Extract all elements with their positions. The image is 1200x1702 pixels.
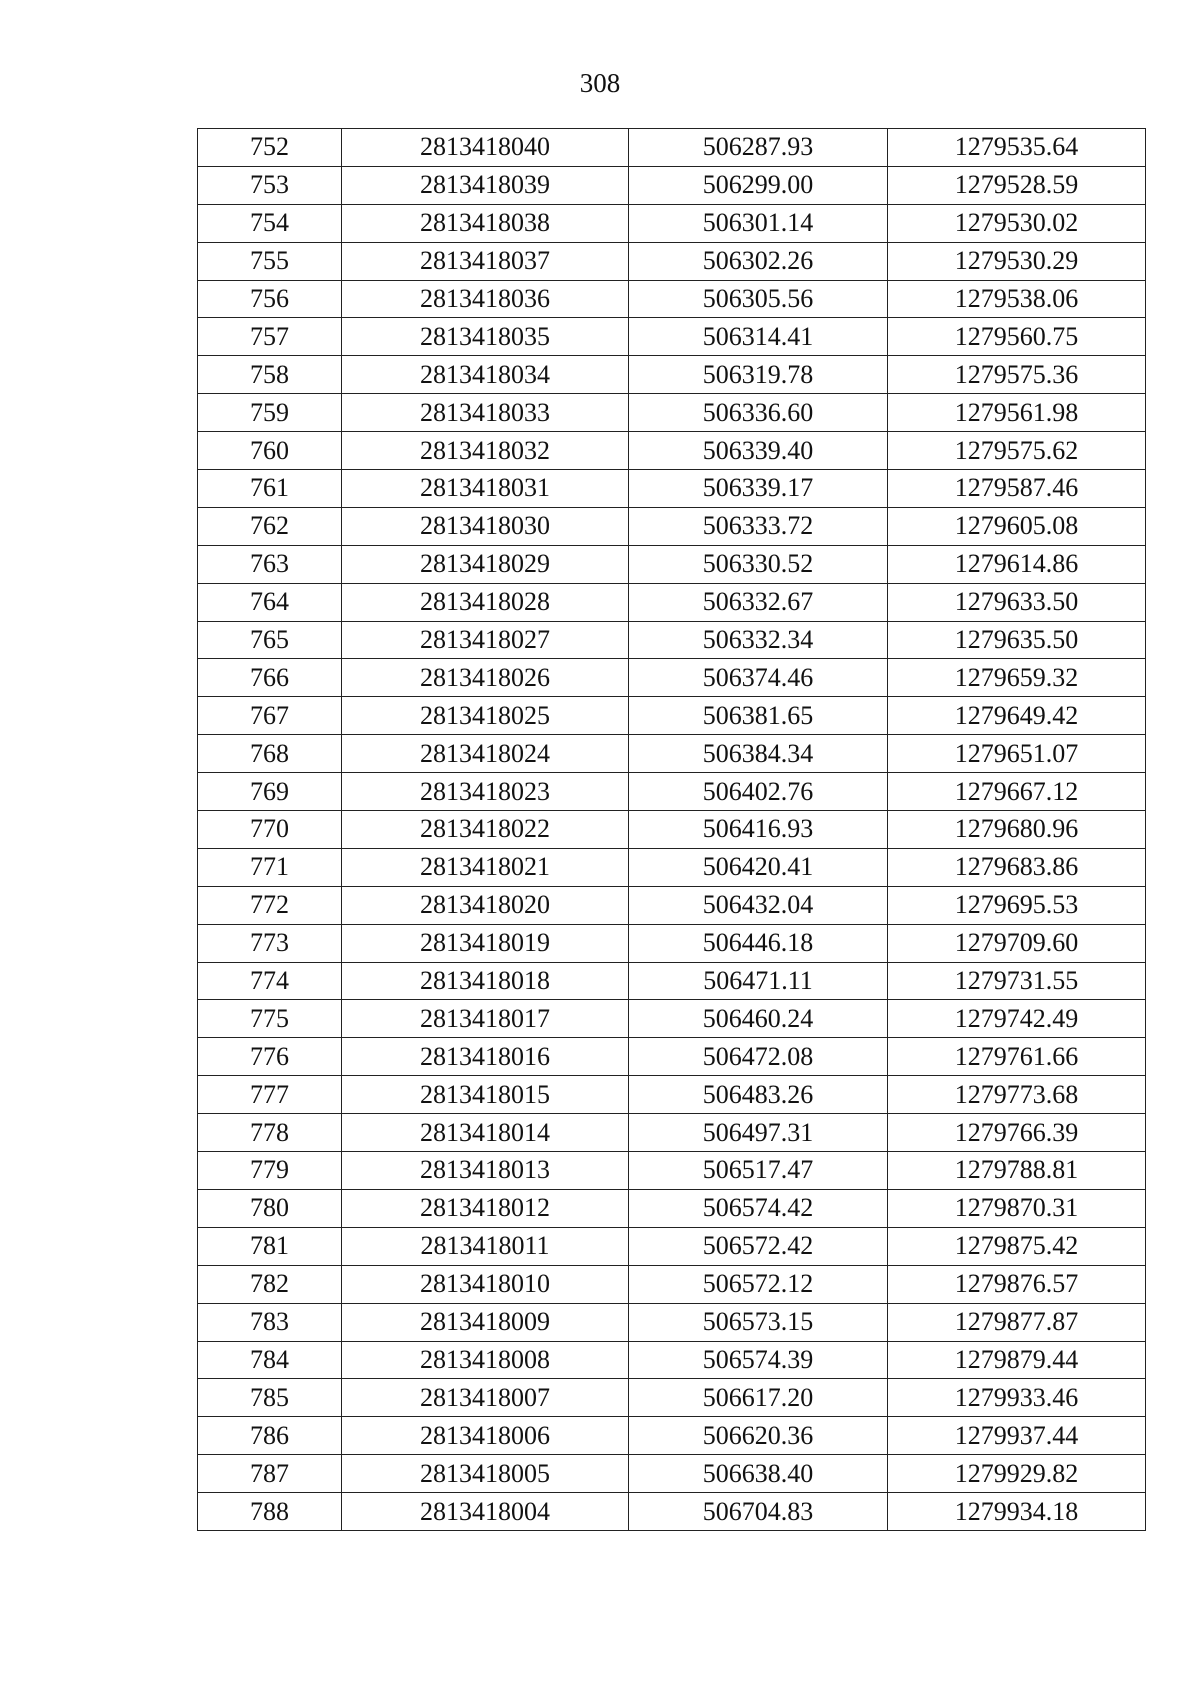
point-id-cell: 2813418037 [342,242,629,280]
coordinates-table [197,128,1146,1531]
row-index-cell: 767 [198,697,342,735]
table-row [198,924,1146,962]
row-index-cell: 782 [198,1265,342,1303]
y-coordinate-cell: 1279651.07 [888,735,1146,773]
point-id-cell: 2813418035 [342,318,629,356]
point-id-cell: 2813418005 [342,1455,629,1493]
x-coordinate-cell: 506332.67 [629,583,888,621]
y-coordinate-cell: 1279530.02 [888,204,1146,242]
table-row [198,773,1146,811]
row-index-cell: 760 [198,432,342,470]
table-row [198,1379,1146,1417]
table-row [198,1038,1146,1076]
point-id-cell: 2813418007 [342,1379,629,1417]
x-coordinate-cell: 506302.26 [629,242,888,280]
row-index-cell: 759 [198,394,342,432]
point-id-cell: 2813418032 [342,432,629,470]
row-index-cell: 788 [198,1493,342,1531]
x-coordinate-cell: 506483.26 [629,1076,888,1114]
row-index-cell: 761 [198,470,342,508]
table-row [198,621,1146,659]
point-id-cell: 2813418009 [342,1303,629,1341]
table-row [198,242,1146,280]
x-coordinate-cell: 506319.78 [629,356,888,394]
y-coordinate-cell: 1279877.87 [888,1303,1146,1341]
y-coordinate-cell: 1279788.81 [888,1152,1146,1190]
point-id-cell: 2813418038 [342,204,629,242]
point-id-cell: 2813418006 [342,1417,629,1455]
point-id-cell: 2813418017 [342,1000,629,1038]
point-id-cell: 2813418028 [342,583,629,621]
x-coordinate-cell: 506572.12 [629,1265,888,1303]
row-index-cell: 773 [198,924,342,962]
x-coordinate-cell: 506339.17 [629,470,888,508]
page-number: 308 [579,68,621,98]
point-id-cell: 2813418040 [342,129,629,167]
row-index-cell: 768 [198,735,342,773]
table-body [198,129,1146,1531]
table-row [198,356,1146,394]
coordinates-table-container [197,128,1145,1531]
table-row [198,1303,1146,1341]
row-index-cell: 775 [198,1000,342,1038]
y-coordinate-cell: 1279937.44 [888,1417,1146,1455]
point-id-cell: 2813418033 [342,394,629,432]
table-row [198,545,1146,583]
table-row [198,1493,1146,1531]
y-coordinate-cell: 1279530.29 [888,242,1146,280]
y-coordinate-cell: 1279635.50 [888,621,1146,659]
y-coordinate-cell: 1279709.60 [888,924,1146,962]
x-coordinate-cell: 506620.36 [629,1417,888,1455]
row-index-cell: 758 [198,356,342,394]
row-index-cell: 766 [198,659,342,697]
table-row [198,1189,1146,1227]
y-coordinate-cell: 1279761.66 [888,1038,1146,1076]
y-coordinate-cell: 1279683.86 [888,848,1146,886]
y-coordinate-cell: 1279649.42 [888,697,1146,735]
x-coordinate-cell: 506638.40 [629,1455,888,1493]
y-coordinate-cell: 1279876.57 [888,1265,1146,1303]
y-coordinate-cell: 1279587.46 [888,470,1146,508]
row-index-cell: 774 [198,962,342,1000]
y-coordinate-cell: 1279659.32 [888,659,1146,697]
y-coordinate-cell: 1279934.18 [888,1493,1146,1531]
y-coordinate-cell: 1279528.59 [888,166,1146,204]
x-coordinate-cell: 506333.72 [629,507,888,545]
x-coordinate-cell: 506497.31 [629,1114,888,1152]
row-index-cell: 780 [198,1189,342,1227]
y-coordinate-cell: 1279929.82 [888,1455,1146,1493]
row-index-cell: 770 [198,811,342,849]
row-index-cell: 781 [198,1227,342,1265]
x-coordinate-cell: 506305.56 [629,280,888,318]
x-coordinate-cell: 506301.14 [629,204,888,242]
point-id-cell: 2813418016 [342,1038,629,1076]
y-coordinate-cell: 1279680.96 [888,811,1146,849]
x-coordinate-cell: 506704.83 [629,1493,888,1531]
point-id-cell: 2813418025 [342,697,629,735]
point-id-cell: 2813418027 [342,621,629,659]
table-row [198,886,1146,924]
table-row [198,432,1146,470]
row-index-cell: 762 [198,507,342,545]
row-index-cell: 753 [198,166,342,204]
y-coordinate-cell: 1279875.42 [888,1227,1146,1265]
y-coordinate-cell: 1279575.62 [888,432,1146,470]
row-index-cell: 757 [198,318,342,356]
table-row [198,848,1146,886]
point-id-cell: 2813418031 [342,470,629,508]
table-row [198,318,1146,356]
y-coordinate-cell: 1279933.46 [888,1379,1146,1417]
table-row [198,129,1146,167]
x-coordinate-cell: 506299.00 [629,166,888,204]
y-coordinate-cell: 1279695.53 [888,886,1146,924]
x-coordinate-cell: 506471.11 [629,962,888,1000]
point-id-cell: 2813418008 [342,1341,629,1379]
x-coordinate-cell: 506472.08 [629,1038,888,1076]
y-coordinate-cell: 1279560.75 [888,318,1146,356]
point-id-cell: 2813418020 [342,886,629,924]
table-row [198,735,1146,773]
point-id-cell: 2813418029 [342,545,629,583]
x-coordinate-cell: 506314.41 [629,318,888,356]
point-id-cell: 2813418021 [342,848,629,886]
y-coordinate-cell: 1279575.36 [888,356,1146,394]
x-coordinate-cell: 506446.18 [629,924,888,962]
point-id-cell: 2813418011 [342,1227,629,1265]
table-row [198,583,1146,621]
table-row [198,1417,1146,1455]
point-id-cell: 2813418013 [342,1152,629,1190]
x-coordinate-cell: 506432.04 [629,886,888,924]
row-index-cell: 755 [198,242,342,280]
x-coordinate-cell: 506416.93 [629,811,888,849]
table-row [198,1265,1146,1303]
table-row [198,697,1146,735]
x-coordinate-cell: 506374.46 [629,659,888,697]
x-coordinate-cell: 506517.47 [629,1152,888,1190]
point-id-cell: 2813418034 [342,356,629,394]
row-index-cell: 756 [198,280,342,318]
row-index-cell: 769 [198,773,342,811]
y-coordinate-cell: 1279870.31 [888,1189,1146,1227]
table-row [198,1076,1146,1114]
table-row [198,470,1146,508]
x-coordinate-cell: 506617.20 [629,1379,888,1417]
point-id-cell: 2813418024 [342,735,629,773]
table-row [198,1341,1146,1379]
row-index-cell: 772 [198,886,342,924]
row-index-cell: 763 [198,545,342,583]
y-coordinate-cell: 1279766.39 [888,1114,1146,1152]
row-index-cell: 752 [198,129,342,167]
point-id-cell: 2813418022 [342,811,629,849]
row-index-cell: 776 [198,1038,342,1076]
point-id-cell: 2813418023 [342,773,629,811]
row-index-cell: 764 [198,583,342,621]
y-coordinate-cell: 1279535.64 [888,129,1146,167]
y-coordinate-cell: 1279561.98 [888,394,1146,432]
y-coordinate-cell: 1279773.68 [888,1076,1146,1114]
table-row [198,811,1146,849]
table-row [198,204,1146,242]
row-index-cell: 777 [198,1076,342,1114]
y-coordinate-cell: 1279605.08 [888,507,1146,545]
table-row [198,394,1146,432]
point-id-cell: 2813418026 [342,659,629,697]
table-row [198,962,1146,1000]
y-coordinate-cell: 1279667.12 [888,773,1146,811]
row-index-cell: 784 [198,1341,342,1379]
row-index-cell: 771 [198,848,342,886]
table-row [198,1114,1146,1152]
x-coordinate-cell: 506420.41 [629,848,888,886]
point-id-cell: 2813418030 [342,507,629,545]
row-index-cell: 785 [198,1379,342,1417]
x-coordinate-cell: 506460.24 [629,1000,888,1038]
x-coordinate-cell: 506332.34 [629,621,888,659]
table-row [198,1227,1146,1265]
point-id-cell: 2813418039 [342,166,629,204]
point-id-cell: 2813418010 [342,1265,629,1303]
table-row [198,280,1146,318]
table-row [198,1152,1146,1190]
table-row [198,166,1146,204]
point-id-cell: 2813418015 [342,1076,629,1114]
x-coordinate-cell: 506330.52 [629,545,888,583]
x-coordinate-cell: 506573.15 [629,1303,888,1341]
point-id-cell: 2813418036 [342,280,629,318]
row-index-cell: 779 [198,1152,342,1190]
point-id-cell: 2813418019 [342,924,629,962]
row-index-cell: 786 [198,1417,342,1455]
table-row [198,507,1146,545]
x-coordinate-cell: 506339.40 [629,432,888,470]
y-coordinate-cell: 1279633.50 [888,583,1146,621]
x-coordinate-cell: 506384.34 [629,735,888,773]
x-coordinate-cell: 506572.42 [629,1227,888,1265]
x-coordinate-cell: 506381.65 [629,697,888,735]
x-coordinate-cell: 506574.39 [629,1341,888,1379]
x-coordinate-cell: 506402.76 [629,773,888,811]
x-coordinate-cell: 506336.60 [629,394,888,432]
row-index-cell: 783 [198,1303,342,1341]
y-coordinate-cell: 1279538.06 [888,280,1146,318]
table-row [198,659,1146,697]
y-coordinate-cell: 1279731.55 [888,962,1146,1000]
y-coordinate-cell: 1279879.44 [888,1341,1146,1379]
point-id-cell: 2813418004 [342,1493,629,1531]
row-index-cell: 765 [198,621,342,659]
row-index-cell: 787 [198,1455,342,1493]
y-coordinate-cell: 1279742.49 [888,1000,1146,1038]
table-row [198,1455,1146,1493]
point-id-cell: 2813418014 [342,1114,629,1152]
row-index-cell: 754 [198,204,342,242]
row-index-cell: 778 [198,1114,342,1152]
point-id-cell: 2813418012 [342,1189,629,1227]
table-row [198,1000,1146,1038]
x-coordinate-cell: 506287.93 [629,129,888,167]
point-id-cell: 2813418018 [342,962,629,1000]
y-coordinate-cell: 1279614.86 [888,545,1146,583]
x-coordinate-cell: 506574.42 [629,1189,888,1227]
